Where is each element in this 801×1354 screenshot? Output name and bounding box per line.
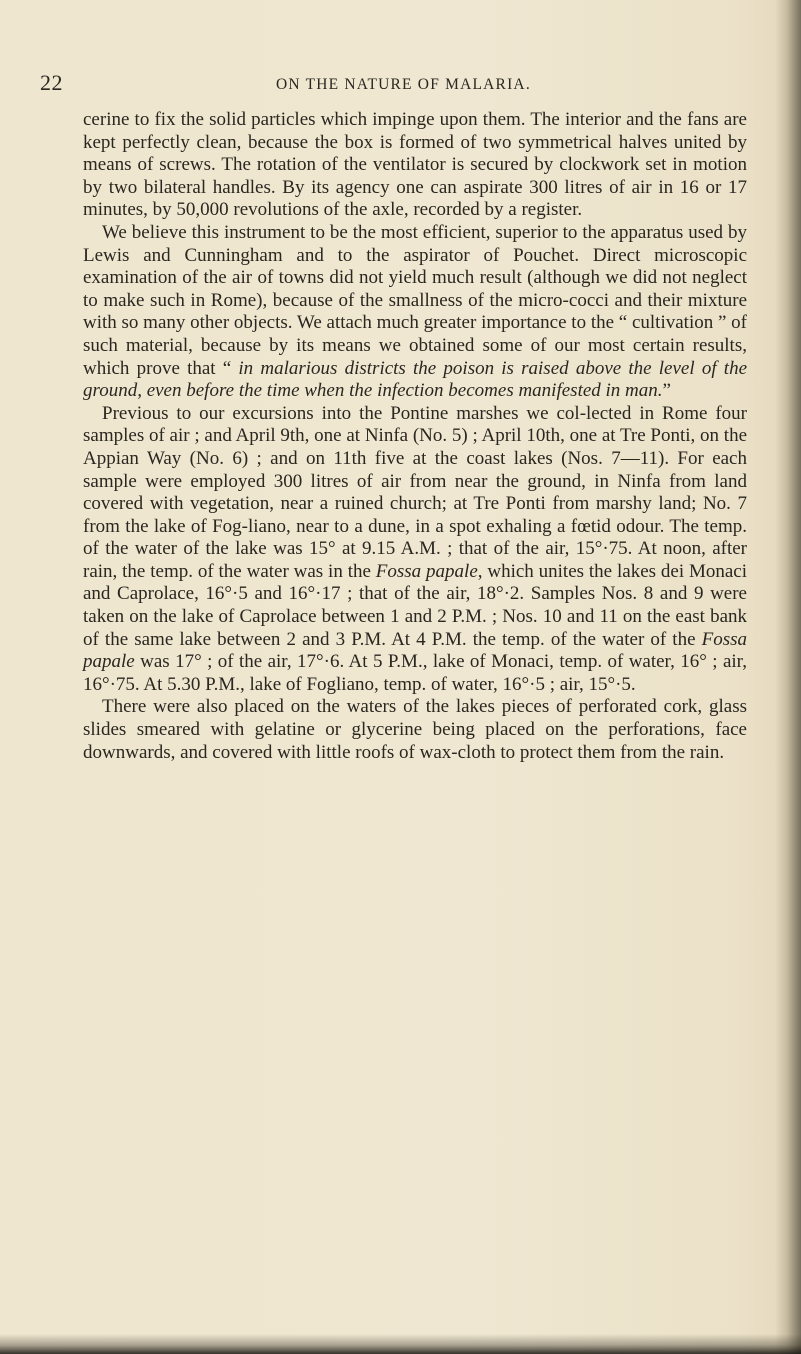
binding-shadow [775, 0, 801, 1354]
paragraph-1 [83, 109, 747, 222]
body-text [83, 109, 747, 764]
text-run: We believe this instrument to be the most efficient, superior to the apparatus used by Lewis and Cunningham and to the aspirator of Pouchet. Direct microscopic examination of the air of towns did not yield much result (although we did not neglect to make such in Rome), because of the smallness of the micro-cocci and their mixture with so many other objects. We attach much greater importance to the “ cultivation ” of such material, because by its means we obtained some of our most certain results, which prove that “ [83, 221, 747, 379]
italic-text-run: Fossa papale [83, 628, 747, 673]
paragraph-3 [83, 403, 747, 697]
text-run: There were also placed on the waters of the lakes pieces of perforated cork, glass slides smeared with gelatine or glycerine being placed on the perforations, face downwards, and covered with little roofs of wax-cloth to protect them from the rain. [83, 696, 747, 763]
text-run: was 17° ; of the air, 17°·6. At 5 P.M., lake of Monaci, temp. of water, 16° ; air, 16°·75. At 5.30 P.M., lake of Fogliano, temp. of water, 16°·5 ; air, 15°·5. [83, 651, 747, 695]
page-header [0, 70, 801, 98]
paragraph-2 [83, 222, 747, 403]
text-run: ” [662, 380, 671, 402]
text-run: Previous to our excursions into the Pontine marshes we col-lected in Rome four samples of air ; and April 9th, one at Ninfa (No. 5) ; April 10th, one at Tre Ponti, on the Appian Way (No. 6) ; and on 11th five at the coast lakes (Nos. 7—11). For each sample were employed 300 litres of air from near the ground, in Ninfa from land covered with vegetation, near a ruined church; at Tre Ponti from marshy land; No. 7 from the lake of Fog-liano, near to a dune, in a spot exhaling a fœtid odour. The temp. of the water of the lake was 15° at 9.15 A.M. ; that of the air, 15°·75. At noon, after rain, the temp. of the water was in the [83, 402, 747, 582]
running-title: ON THE NATURE OF MALARIA. [276, 76, 531, 93]
page-number: 22 [40, 70, 63, 95]
text-run: cerine to fix the solid particles which impinge upon them. The interior and the fans are kept perfectly clean, because the box is formed of two symmetrical halves united by means of screws. The rotation of the ventilator is secured by clockwork set in motion by two bilateral handles. By its agency one can aspirate 300 litres of air in 16 or 17 minutes, by 50,000 revolutions of the axle, recorded by a register. [83, 109, 747, 221]
text-run: , which unites the lakes dei Monaci and Caprolace, 16°·5 and 16°·17 ; that of the air, 18°·2. Samples Nos. 8 and 9 were taken on the lake of Caprolace between 1 and 2 P.M. ; Nos. 10 and 11 on the east bank of the same lake between 2 and 3 P.M. At 4 P.M. the temp. of the water of the [83, 560, 747, 650]
italic-text-run: Fossa papale [375, 560, 478, 582]
paragraph-4 [83, 696, 747, 764]
page-bottom-edge [0, 1334, 801, 1354]
italic-text-run: in malarious districts the poison is raised above the level of the ground, even before the time when the infection becomes manifested in man. [83, 357, 747, 402]
